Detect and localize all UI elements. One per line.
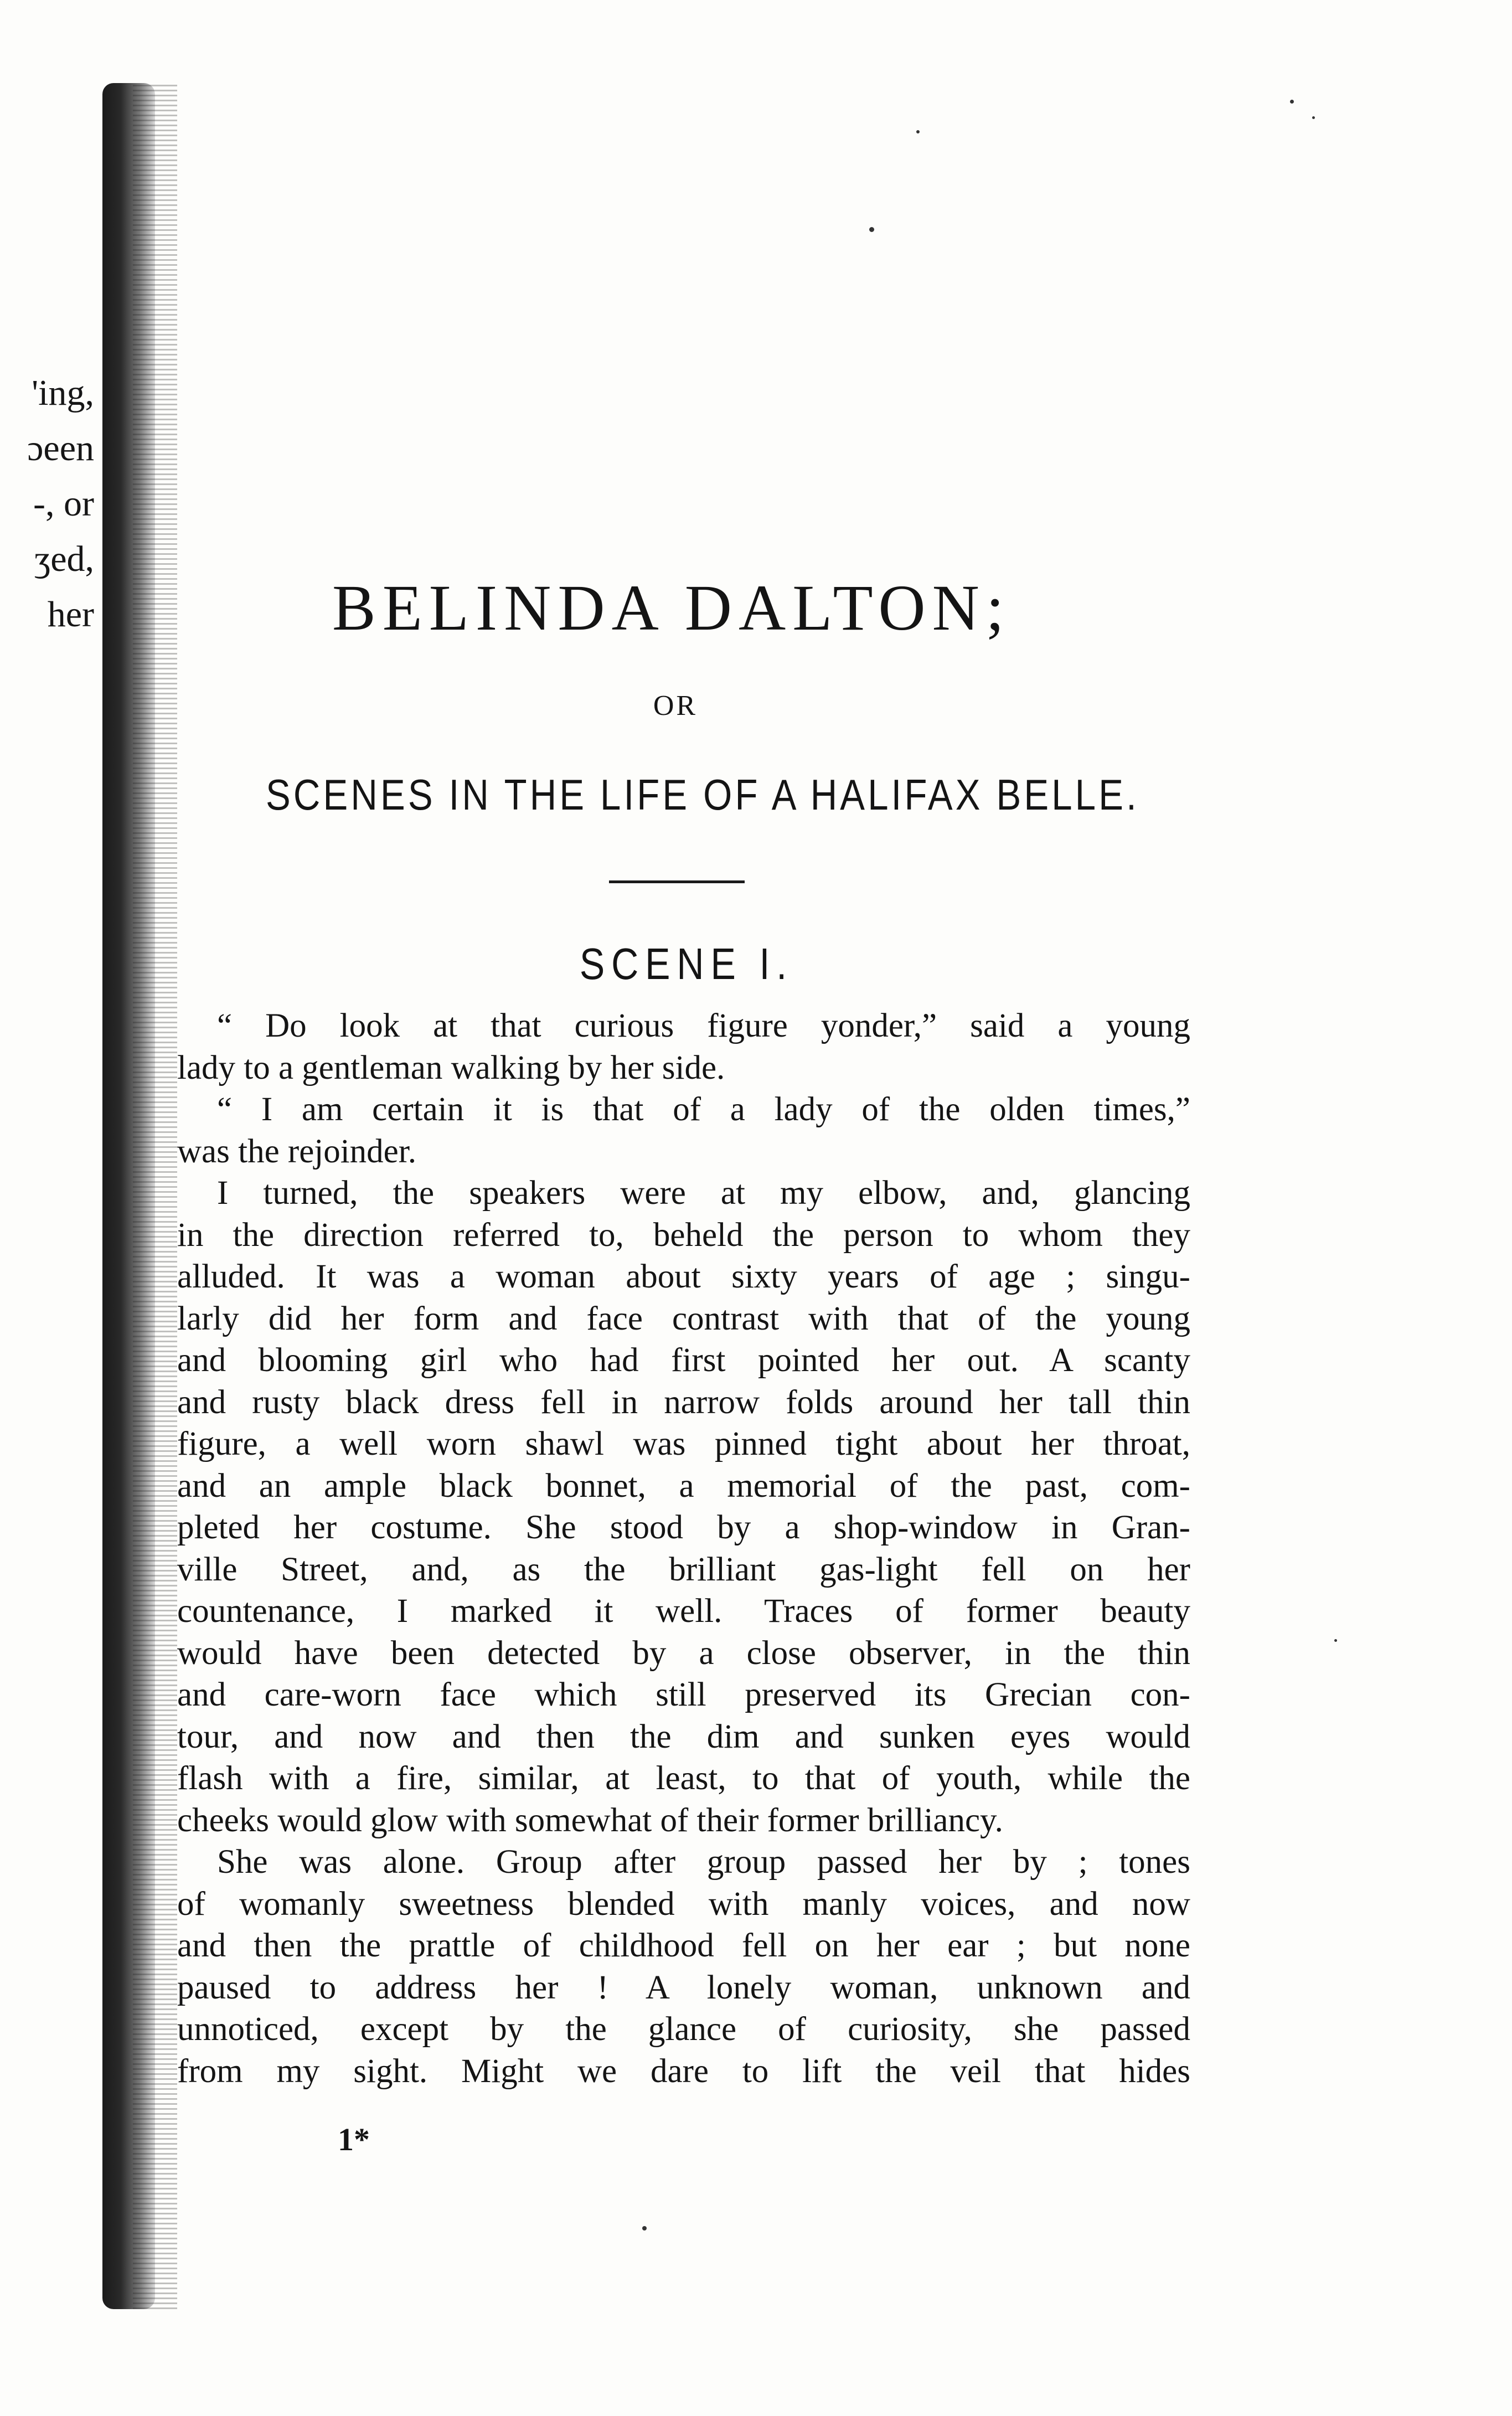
text-line: of womanly sweetness blended with manly voices, and now: [177, 1885, 1190, 1923]
text-line: paused to address her ! A lonely woman, unknown and: [177, 1969, 1190, 2006]
text-line: in the direction referred to, beheld the person to whom they: [177, 1216, 1190, 1254]
print-speck: [1334, 1639, 1337, 1642]
signature-mark: 1*: [338, 2121, 370, 2157]
fragment-line: 'ing,: [32, 373, 94, 413]
text-line: larly did her form and face contrast with that of the young: [177, 1300, 1190, 1337]
text-line: and then the prattle of childhood fell on her ear ; but none: [177, 1927, 1190, 1964]
text-line: and blooming girl who had first pointed her out. A scanty: [177, 1342, 1190, 1379]
text-line: lady to a gentleman walking by her side.: [177, 1049, 725, 1086]
text-line: “ I am certain it is that of a lady of the olden times,”: [217, 1091, 1190, 1128]
body-text: [177, 1005, 1190, 2092]
text-line: She was alone. Group after group passed her by ; tones: [217, 1843, 1190, 1881]
print-speck: [642, 2226, 647, 2230]
text-line: flash with a fire, similar, at least, to that of youth, while the: [177, 1760, 1190, 1797]
text-line: from my sight. Might we dare to lift the veil that hides: [177, 2052, 1190, 2090]
fragment-line: ɔeen: [27, 428, 94, 468]
text-line: was the rejoinder.: [177, 1132, 416, 1170]
scene-heading: SCENE I.: [579, 939, 794, 988]
text-line: countenance, I marked it well. Traces of former beauty: [177, 1593, 1190, 1630]
text-line: would have been detected by a close observer, in the thin: [177, 1634, 1190, 1672]
fragment-line: -, or: [33, 483, 94, 524]
text-line: “ Do look at that curious figure yonder,” said a young: [217, 1007, 1190, 1044]
text-line: pleted her costume. She stood by a shop-window in Gran-: [177, 1509, 1190, 1546]
title-connector: OR: [653, 690, 698, 722]
text-line: unnoticed, except by the glance of curiosity, she passed: [177, 2011, 1190, 2048]
gutter-texture: [133, 83, 177, 2309]
text-line: figure, a well worn shawl was pinned tight about her throat,: [177, 1425, 1190, 1462]
facing-page-fragments: [0, 365, 94, 642]
text-line: and rusty black dress fell in narrow folds around her tall thin: [177, 1383, 1190, 1421]
print-speck: [1312, 116, 1315, 119]
text-line: and an ample black bonnet, a memorial of the past, com-: [177, 1467, 1190, 1505]
text-line: cheeks would glow with somewhat of their former brilliancy.: [177, 1801, 1003, 1839]
text-line: I turned, the speakers were at my elbow, and, glancing: [217, 1174, 1190, 1212]
print-speck: [1290, 100, 1294, 104]
title-divider: [609, 880, 745, 883]
text-line: ville Street, and, as the brilliant gas-light fell on her: [177, 1550, 1190, 1588]
fragment-line: her: [47, 594, 94, 635]
fragment-line: ʒed,: [34, 539, 94, 579]
text-line: tour, and now and then the dim and sunken eyes would: [177, 1718, 1190, 1755]
text-line: alluded. It was a woman about sixty years of age ; singu-: [177, 1258, 1190, 1295]
text-line: and care-worn face which still preserved its Grecian con-: [177, 1676, 1190, 1713]
print-speck: [869, 227, 874, 232]
book-title: BELINDA DALTON;: [332, 571, 1011, 644]
book-subtitle: SCENES IN THE LIFE OF A HALIFAX BELLE.: [266, 770, 1139, 819]
print-speck: [916, 130, 920, 133]
